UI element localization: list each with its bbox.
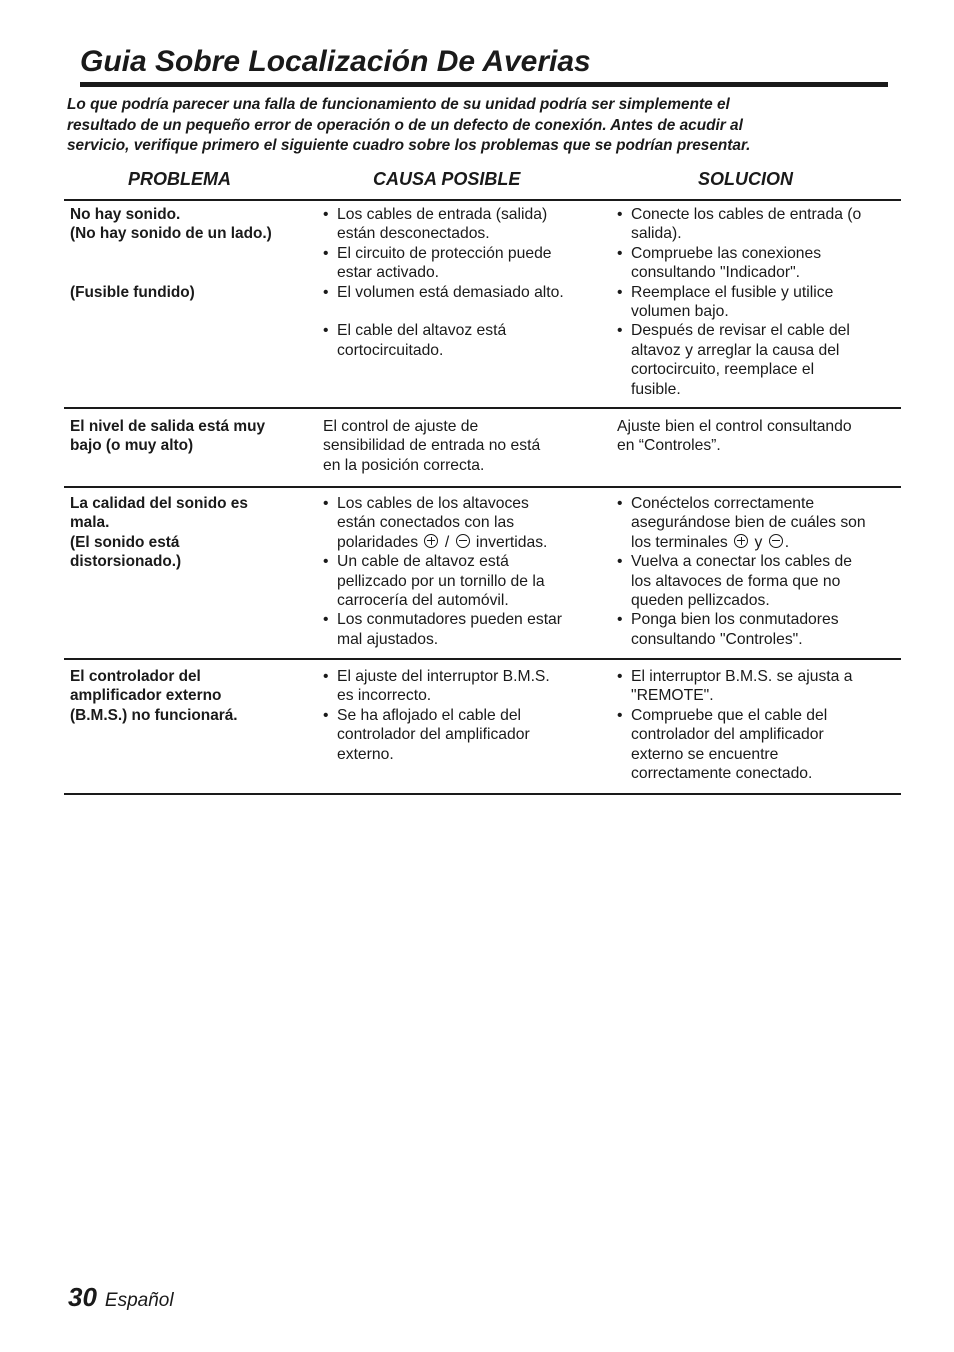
language-label: Español — [104, 1290, 174, 1311]
cause-cell — [323, 667, 608, 764]
solution-item: • Compruebe las conexiones consultando "Indicador". — [617, 244, 822, 282]
solution-item: • El interruptor B.M.S. se ajusta a "REMOTE". — [617, 668, 853, 705]
intro-line: Lo que podría parecer una falla de funcionamiento de su unidad podría ser simplemente el — [67, 96, 730, 113]
header-problem: PROBLEMA — [128, 169, 231, 189]
header-solution: SOLUCION — [698, 169, 794, 189]
table-row — [64, 488, 901, 660]
minus-terminal-icon — [769, 534, 783, 548]
cause-item: • El circuito de protección puede estar activado. — [323, 244, 552, 282]
cause-item: • El cable del altavoz está cortocircuitado. — [323, 322, 507, 359]
cause-item: • El ajuste del interruptor B.M.S. es incorrecto. — [323, 668, 550, 705]
solution-cell: Ajuste bien el control consultando en “Controles”. — [617, 418, 852, 455]
page-title: Guia Sobre Localización De Averias — [80, 42, 888, 87]
page-number: 30 — [68, 1282, 97, 1312]
solution-cell — [617, 667, 901, 783]
table-row — [64, 409, 901, 488]
solution-item: • Compruebe que el cable del controlador del amplificador externo se encuentre correctamente conectado. — [617, 706, 828, 783]
page-footer — [68, 1282, 174, 1313]
intro-line: servicio, verifique primero el siguiente cuadro sobre los problemas que se podrían presentar. — [67, 137, 751, 154]
solution-item: • Reemplace el fusible y utilice volumen bajo. — [617, 283, 834, 321]
problem-cell: El controlador del amplificador externo (B.M.S.) no funcionará. — [70, 668, 238, 724]
cause-cell — [323, 205, 608, 360]
cause-cell: El control de ajuste de sensibilidad de entrada no está en la posición correcta. — [323, 418, 541, 474]
cause-item: • Un cable de altavoz está pellizcado por un tornillo de la carrocería del automóvil. — [323, 553, 545, 610]
solution-item: • Conéctelos correctamente asegurándose bien de cuáles son los terminales y . — [617, 495, 866, 551]
problem-text: El nivel de salida está muy — [70, 418, 266, 435]
problem-cell: La calidad del sonido es mala. (El sonido está distorsionado.) — [70, 495, 248, 571]
problem-text: (Fusible fundido) — [70, 283, 195, 301]
problem-cell — [70, 205, 320, 302]
intro-line: resultado de un pequeño error de operación o de un defecto de conexión. Antes de acudir al — [67, 116, 743, 134]
problem-text: No hay sonido. — [70, 206, 181, 223]
cause-item: • El volumen está demasiado alto. — [323, 283, 564, 301]
problem-cell — [70, 417, 320, 456]
header-cause: CAUSA POSIBLE — [373, 169, 521, 189]
minus-polarity-icon — [456, 534, 470, 548]
plus-polarity-icon — [424, 534, 438, 548]
intro-paragraph — [67, 95, 897, 157]
solution-item: • Vuelva a conectar los cables de los altavoces de forma que no queden pellizcados. — [617, 553, 852, 610]
problem-text: (No hay sonido de un lado.) — [70, 225, 272, 243]
problem-text: bajo (o muy alto) — [70, 437, 194, 455]
solution-cell — [617, 205, 901, 399]
cause-item: • Se ha aflojado el cable del controlador del amplificador externo. — [323, 706, 530, 763]
solution-cell — [617, 494, 901, 649]
cause-item: • Los conmutadores pueden estar mal ajustados. — [323, 611, 563, 648]
table-row — [64, 201, 901, 409]
solution-item: • Después de revisar el cable del altavoz y arreglar la causa del cortocircuito, reemplace el fusible. — [617, 322, 850, 398]
solution-item: • Conecte los cables de entrada (o salida). — [617, 206, 862, 243]
cause-item: • Los cables de entrada (salida) están desconectados. — [323, 206, 548, 243]
solution-item: • Ponga bien los conmutadores consultando "Controles". — [617, 611, 839, 648]
troubleshooting-table — [64, 166, 901, 795]
cause-cell — [323, 494, 608, 649]
cause-item: • Los cables de los altavoces están conectados con las polaridades / invertidas. — [323, 495, 548, 551]
plus-terminal-icon — [734, 534, 748, 548]
table-header — [64, 166, 901, 201]
table-row — [64, 660, 901, 795]
